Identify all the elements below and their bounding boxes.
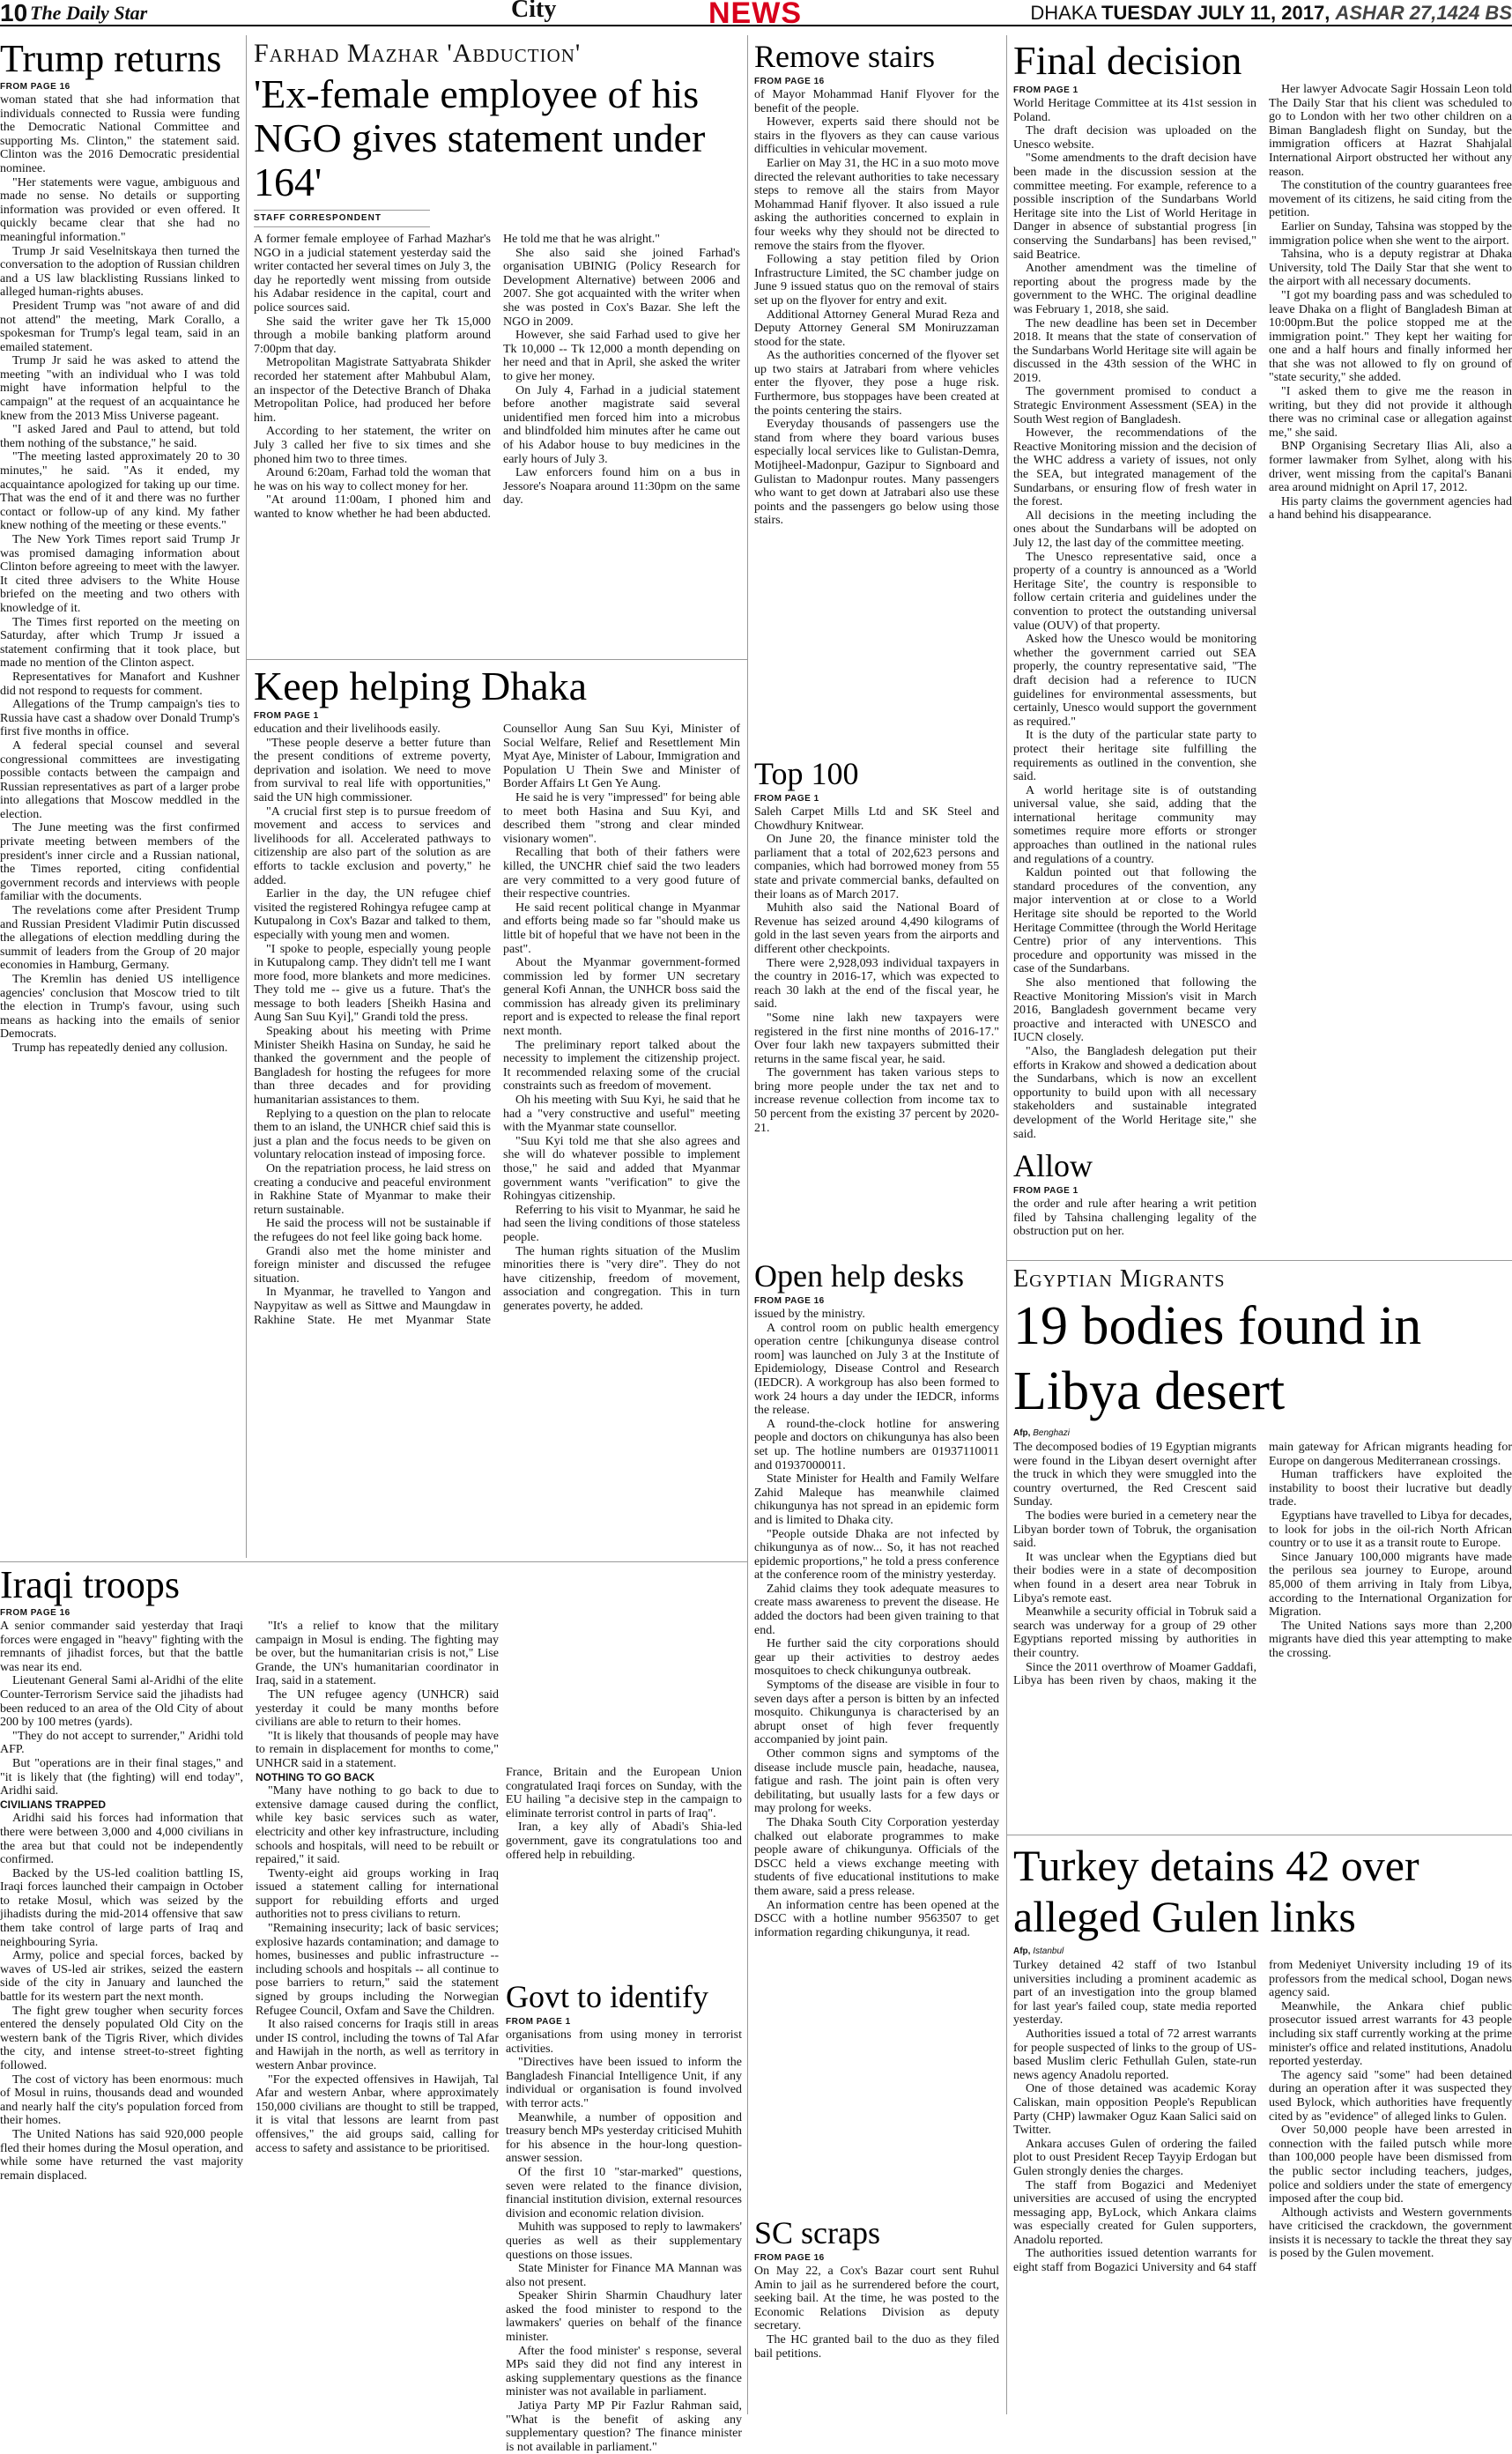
place: Benghazi (1033, 1428, 1070, 1438)
paragraph: The fight grew tougher when security forces entered the densely populated Old City on the western bank of the Tigris River, which divides the city, and intense street-to-street fighting followed. (0, 2004, 243, 2072)
paragraph: The New York Times report said Trump Jr was promised damaging information about Clinton before agreeing to meet with the lawyer. It cited three advisers to the White House briefed on the meeting and two others with knowledge of it. (0, 533, 240, 615)
masthead-bangla-date: ASHAR 27,1424 BS (1335, 2, 1512, 24)
paragraph: The constitution of the country guarantees free movement of its citizens, he said citing from the petition. (1269, 179, 1512, 220)
paragraph: Everyday thousands of passengers use the stand from where they board various buses especially local services like to Gulistan-Demra, Motijheel-Madonpur, Gazipur to Signboard and Gulistan to Madonpur routes. Many passengers who want to get down at Jatrabari also use these points and the passengers go below using those stairs. (754, 418, 999, 528)
paragraph: On July 4, Farhad in a judicial statement before another magistrate said several unidentified men forced him into a microbus and blindfolded him minutes after he came out of his Adabor house to buy medicines in the early hours of July 3. (503, 383, 740, 466)
article-body (754, 805, 999, 1135)
paragraph: The decomposed bodies of 19 Egyptian migrants were found in the Libyan desert overnight after the truck in which they were smuggled into the country overturned, the Red Crescent said Sunday. (1013, 1441, 1256, 1509)
paragraph: issued by the ministry. (754, 1308, 865, 1321)
article-body (754, 88, 999, 528)
agency: Afp, (1013, 1428, 1031, 1438)
story-sc-scraps (754, 2215, 999, 2391)
paragraph: The draft decision was uploaded on the Unesco website. (1013, 124, 1256, 152)
paragraph: "Directives have been issued to inform the Bangladesh Financial Intelligence Unit, if any individual or organisation is found involved with terror acts." (506, 2056, 742, 2110)
jump-line: FROM PAGE 1 (1013, 85, 1078, 95)
paragraph: Lieutenant General Sami al-Aridhi of the elite Counter-Terrorism Service said the jihadists had been reduced to an area of the Old City of about 200 by 100 metres (yards). (0, 1674, 243, 1730)
paragraph: Tahsina, who is a deputy registrar at Dhaka University, told The Daily Star that she went to the airport with all necessary documents. (1269, 248, 1512, 289)
headline-libya: 19 bodies found in Libya desert (1013, 1296, 1422, 1421)
paragraph: "Also, the Bangladesh delegation put their efforts in Krakow and showed a dedication about the Sundarbans, which is now an excellent opportunity to build upon with all necessary stakeholders and sustainable integrated development of the World Heritage site," she said. (1013, 1044, 1256, 1141)
paragraph: "Her statements were vague, ambiguous and made no sense. No details or supporting information was provided or even offered. It quickly became clear that she had no meaningful information." (0, 175, 240, 244)
subhead: NOTHING TO GO BACK (256, 1770, 375, 1783)
paragraph: Meanwhile, a number of opposition and treasury bench MPs yesterday criticised Muhith for his absence in the hour-long question-answer session. (506, 2110, 742, 2166)
paragraph: It also raised concerns for Iraqis still in areas under IS control, including the towns of Tal Afar and Hawijah in the north, as well as territory in western Anbar province. (256, 2018, 499, 2072)
paragraph: Muhith was supposed to reply to lawmakers' queries as well as their supplementary questions on those issues. (506, 2220, 742, 2262)
paragraph: She also said she joined Farhad's organisation UBINIG (Policy Research for Development Alternative) between 2006 and 2007. She got acquainted with the writer when she was posted in Cox's Bazar. She left the NGO in 2009. (503, 246, 740, 329)
paragraph: Trump Jr said he was asked to attend the meeting "with an individual who I was told might have information helpful to the campaign" at the request of an acquaintance he knew from the 2013 Miss Universe pageant. (0, 354, 240, 423)
paragraph: However, she said Farhad used to give her Tk 10,000 -- Tk 12,000 a month depending on her need and that in April, she asked the writer to give her money. (503, 329, 740, 383)
paragraph: An information centre has been opened at the DSCC with a hotline number 9563507 to get information regarding chikungunya, it read. (754, 1898, 999, 1939)
page-number: 10 (0, 0, 28, 26)
paragraph: Trump Jr said Veselnitskaya then turned the conversation to the adoption of Russian children and a US law blacklisting Russians linked to alleged human-rights abuses. (0, 244, 240, 300)
paragraph: "Some amendments to the draft decision have been made in the discussion session at the committee meeting. For example, reference to a possible inscription of the Sundarbans World Heritage site into the List of World Heritage in Danger in absence of substantial progress [in conserving the Sundarbans] has been revised," said Beatrice. (1013, 152, 1256, 262)
article-body (1013, 1441, 1512, 1688)
paragraph: Another amendment was the timeline of reporting about the progress made by the government to the WHC. The original deadline was February 1, 2018, she said. (1013, 262, 1256, 316)
story-keep-helping-dhaka (254, 664, 740, 1554)
article-body (754, 2265, 999, 2361)
paragraph: Egyptians have travelled to Libya for decades, to look for jobs in the oil-rich North African country or to use it as a transit route to Europe. (1269, 1509, 1512, 1551)
paragraph: After the food minister' s response, several MPs said they did not find any interest in asking supplementary questions as the finance minister was not available in parliament. (506, 2344, 742, 2399)
paragraph: Saleh Carpet Mills Ltd and SK Steel and Chowdhury Knitwear. (754, 805, 999, 833)
paragraph: Trump has repeatedly denied any collusion. (12, 1041, 228, 1055)
paragraph: Other common signs and symptoms of the disease include muscle pain, headache, nausea, fatigue and rash. The joint pain is often very debilitating, but usually lasts for a few days or may prolong for weeks. (754, 1747, 999, 1816)
paragraph: "I asked them to give me the reason in writing, but they did not provide it although there was no criminal case or allegation against me," she said. (1269, 385, 1512, 440)
section-tag: NEWS (708, 0, 802, 30)
paragraph: Meanwhile, the Ankara chief public prosecutor issued arrest warrants for 43 people including six staff currently working at the prime minister's office and related institutions, Anadolu reported yesterday. (1269, 1999, 1512, 2069)
paragraph: Ankara accuses Gulen of ordering the failed plot to oust President Recep Tayyip Erdogan but Gulen strongly denies the charges. (1013, 2137, 1256, 2178)
paragraph: Law enforcers found him on a bus in Jessore's Noapara around 11:30pm on the same day. (503, 466, 740, 508)
paragraph: "These people deserve a better future than the present conditions of extreme poverty, deprivation and isolation. We need to move from survival to real life with opportunities," said the UN high commissioner. (254, 736, 491, 804)
paragraph: "I asked Jared and Paul to attend, but told them nothing of the substance," he said. (0, 423, 240, 450)
paragraph: The Dhaka South City Corporation yesterday chalked out elaborate programmes to make people aware of chikungunya. Officials of the DSCC held a views exchange meeting with students of five educational institutions to make them aware, said a press release. (754, 1815, 999, 1898)
story-remove-stairs (754, 39, 999, 751)
paragraph: He said the process will not be sustainable if the refugees do not feel like going back home. (254, 1217, 491, 1244)
paragraph: organisations from using money in terrorist activities. (506, 2028, 742, 2056)
paragraph: Human traffickers have exploited the instability to boost their lucrative but deadly trade. (1269, 1468, 1512, 1509)
paragraph: She also mentioned that following the Reactive Monitoring Mission's visit in March 2016, Bangladesh government became very proactive and interacted with UNESCO and IUCN closely. (1013, 976, 1256, 1045)
paragraph: He said he is very "impressed" for being able to meet both Hasina and Suu Kyi, and described them "strong and clear minded visionary women". (503, 790, 740, 846)
final-allow-columns (1013, 83, 1512, 1246)
iraqi-continued-text (506, 1766, 742, 1974)
jump-line: FROM PAGE 1 (254, 711, 319, 721)
paragraph: It is the duty of the particular state party to protect their heritage site fulfilling the requirements as outlined in the convention, she said. (1013, 729, 1256, 784)
masthead (0, 0, 1512, 30)
section-name: City (511, 0, 557, 23)
jump-line: FROM PAGE 16 (0, 82, 70, 92)
article-body (0, 93, 240, 1056)
paragraph: On the repatriation process, he laid stress on creating a conducive and peaceful environment in Rakhine State of Myanmar to make their return sustainable. (254, 1162, 491, 1217)
paragraph: Zahid claims they took adequate measures to create mass awareness to prevent the disease. He added the doctors had been given training to that end. (754, 1582, 999, 1637)
paragraph: Since January 100,000 migrants have made the perilous sea journey to Europe, around 85,000 of them arriving in Italy from Libya, according to the International Organization for Migration. (1269, 1550, 1512, 1620)
paragraph: However, experts said there should not be stairs in the flyovers as they can cause various difficulties in vehicular movement. (754, 115, 999, 157)
paragraph: The UN refugee agency (UNHCR) said yesterday it could be many months before civilians are able to return to their homes. (256, 1687, 499, 1730)
paragraph: Around 6:20am, Farhad told the woman that he was on his way to collect money for her. (254, 466, 491, 493)
story-trump-returns (0, 39, 240, 1558)
article-body (0, 1620, 499, 2183)
paragraph: In Myanmar, he travelled to Yangon and Naypyitaw as well as Sittwe and Maungdaw in Rakhine State. He met Myanmar State Counsellor Aung San Suu Kyi, Minister of Social Welfare, Relief and Resettlement Min Myat Aye, Minister of Labour, Immigration and Population U Thein Swe and Minister of Border Affairs Lt Gen Ye Aung. (254, 723, 740, 1327)
paragraph: Meanwhile a security official in Tobruk said a search was underway for a group of 29 other Egyptians reported missing by authorities in their country. (1013, 1605, 1256, 1660)
paper-name: The Daily Star (30, 2, 148, 24)
paragraph: One of those detained was academic Koray Caliskan, main opposition People's Republican Party (CHP) lawmaker Oguz Kaan Salici said on Twitter. (1013, 2082, 1256, 2138)
paragraph: Twenty-eight aid groups working in Iraq issued a statement calling for international support for rebuilding efforts and urged authorities not to press civilians to return. (256, 1866, 499, 1922)
headline-allow: Allow (1013, 1148, 1093, 1184)
paragraph: Earlier in the day, the UN refugee chief visited the registered Rohingya refugee camp at Kutupalong in Cox's Bazar and talked to them, especially with young men and women. (254, 887, 491, 942)
paragraph: The revelations come after President Trump and Russian President Vladimir Putin discussed the allegations of election meddling during the summit of leaders from the Group of 20 major economies in Hamburg, Germany. (0, 904, 240, 973)
dateline (1013, 1946, 1512, 1957)
paragraph: Replying to a question on the plan to relocate them to an island, the UNHCR chief said this is just a plan and the focus needs to be given on voluntary relocation instead of imposing force. (254, 1107, 491, 1162)
paragraph: Metropolitan Magistrate Sattyabrata Shikder recorded her statement after Mahbubul Alam, an inspector of the Detective Branch of Dhaka Metropolitan Police, had produced her before him. (254, 356, 491, 425)
dateline-masthead (1030, 2, 1512, 25)
paragraph: On June 20, the finance minister told the parliament that a total of 202,623 persons and companies, which had borrowed money from 55 state and private commercial banks, defaulted on their loans as of March 2017. (754, 833, 999, 901)
paragraph: "I got my boarding pass and was scheduled to leave Dhaka on a flight of Bangladesh Biman at 10:00pm.But the police stopped me at the immigration point." They kept her waiting for one and a half hours and finally informed her that she was not allowed to fly on ground of "state security," she added. (1269, 288, 1512, 385)
paragraph: On May 22, a Cox's Bazar court sent Ruhul Amin to jail as he surrendered before the court, seeking bail. At the time, he was posted to the Economic Relations Division as deputy secretary. (754, 2265, 999, 2333)
paragraph: the order and rule after hearing a writ petition filed by Tahsina challenging legality of the obstruction put on her. (1013, 1197, 1256, 1239)
paragraph: Representatives for Manafort and Kushner did not respond to requests for comment. (0, 670, 240, 698)
jump-line: FROM PAGE 16 (754, 2253, 825, 2263)
paragraph: Authorities issued a total of 72 arrest warrants for people suspected of links to the group of US-based Muslim cleric Fethullah Gulen, state-run news agency Anadolu reported. (1013, 2027, 1256, 2082)
jump-line: FROM PAGE 16 (754, 77, 825, 86)
story-farhad-mazhar (254, 39, 740, 656)
article-body (506, 2028, 742, 2454)
headline-remove-stairs: Remove stairs (754, 39, 935, 74)
paragraph: The cost of victory has been enormous: much of Mosul in ruins, thousands dead and wounded and nearly half the city's population forced from their homes. (0, 2072, 243, 2128)
paragraph: "A crucial first step is to pursue freedom of movement and access to services and livelihoods for all. Accelerated pathways to citizenship are also part of the solution as are efforts to tackle exclusion and poverty," he added. (254, 804, 491, 887)
paragraph: The staff from Bogazici and Medeniyet universities are accused of using the encrypted messaging app, ByLock, which Ankara claims was especially created for Gulen supporters, Anadolu reported. (1013, 2178, 1256, 2247)
masthead-city: DHAKA (1030, 2, 1096, 24)
paragraph: A round-the-clock hotline for answering people and doctors on chikungunya has also been set up. The hotline numbers are 01937110011 and 01937000011. (754, 1417, 999, 1472)
paragraph: "People outside Dhaka are not infected by chikungunya as of now... So, it has not reached epidemic proportions," he told a press conference at the conference room of the ministry yesterday. (754, 1527, 999, 1583)
article-body (1013, 97, 1256, 1141)
paragraph: Speaking about his meeting with Prime Minister Sheikh Hasina on Sunday, he said he thanked the government and the people of Bangladesh for hosting the refugees for more than three decades and for providing humanitarian assistances to them. (254, 1025, 491, 1108)
paragraph: "Remaining insecurity; lack of basic services; explosive hazards contamination; and damage to homes, businesses and public infrastructure -- including schools and hospitals -- all continue to pose barriers to return," said the statement signed by groups including the Norwegian Refugee Council, Oxfam and Save the Children. (256, 1922, 499, 2018)
subhead: CIVILIANS TRAPPED (0, 1798, 107, 1811)
paragraph: The government promised to conduct a Strategic Environment Assessment (SEA) in the South West region of Bangladesh. (1013, 385, 1256, 426)
paragraph: State Minister for Finance MA Mannan was also not present. (506, 2262, 742, 2289)
paragraph: Symptoms of the disease are visible in four to seven days after a person is bitten by an infected mosquito. Chikungunya is characterised by an abrupt onset of high fever frequently accompanied by joint pain. (754, 1679, 999, 1747)
headline-iraqi-troops: Iraqi troops (0, 1563, 181, 1606)
paragraph: A control room on public health emergency operation centre [chikungunya disease control room] was launched on July 3 at the Institute of Epidemiology, Disease Control and Research (IEDCR). A workgroup has also been formed to work 24 hours a day under the IEDCR, informs the release. (754, 1321, 999, 1418)
paragraph: "Suu Kyi told me that she also agrees and she will do whatever possible to implement those," he said and added that Myanmar government wants "verification" to give the Rohingyas citizenship. (503, 1134, 740, 1204)
article-body (1013, 1959, 1512, 2275)
paragraph: World Heritage Committee at its 41st session in Poland. (1013, 97, 1256, 124)
paragraph: Following a stay petition filed by Orion Infrastructure Limited, the SC chamber judge on June 9 issued status quo on the removal of stairs set up on the flyover for entry and exit. (754, 253, 999, 308)
paragraph: There were 2,928,093 individual taxpayers in the country in 2016-17, which was expected to reach 30 lakh at the end of the fiscal year, he said. (754, 956, 999, 1012)
paragraph: The authorities issued detention warrants for eight staff from Bogazici University and 64 staff from Medeniyet University including 19 of its professors from the medical school, Dogan news agency said. (1013, 1959, 1512, 2275)
paragraph: BNP Organising Secretary Ilias Ali, also a former lawmaker from Sylhet, along with his driver, went missing from the capital's Banani area around midnight on April 17, 2012. (1269, 440, 1512, 495)
paragraph: Although activists and Western governments have criticised the crackdown, the government insists it is necessary to tackle the threat they say is posed by the Gulen movement. (1269, 2206, 1512, 2261)
paragraph: The Unesco representative said, once a property of a country is announced as a 'World Heritage Site', the country is responsible to follow certain criteria and guidelines under the convention to protect the outstanding universal value (OUV) of that property. (1013, 550, 1256, 633)
paragraph: According to her statement, the writer on July 3 called her five to six times and she phoned him two to three times. (254, 425, 491, 466)
masthead-date: TUESDAY JULY 11, 2017, (1101, 2, 1330, 24)
paragraph: France, Britain and the European Union congratulated Iraqi forces on Sunday, with the EU hailing "a decisive step in the campaign to eliminate terrorist control in parts of Iraq". (506, 1766, 742, 1820)
kicker-farhad: Farhad Mazhar 'Abduction' (254, 39, 582, 68)
paragraph: Grandi also met the home minister and foreign minister and discussed the refugee situation. (254, 1244, 491, 1286)
paragraph: Earlier on Sunday, Tahsina was stopped by the immigration police when she went to the airport. (1269, 219, 1512, 248)
paragraph: The HC granted bail to the duo as they filed bail petitions. (754, 2332, 999, 2361)
paragraph: All decisions in the meeting including the ones about the Sundarbans will be adopted on July 12, the last day of the committee meeting. (1013, 508, 1256, 550)
story-govt-to-identify (506, 1766, 742, 2454)
paragraph: education and their livelihoods easily. (254, 723, 441, 736)
story-libya-desert (1013, 1265, 1512, 1829)
paragraph: The United Nations has said 920,000 people fled their homes during the Mosul operation, and while some have returned the vast majority remain displaced. (0, 2127, 243, 2183)
paragraph: He said recent political change in Myanmar and efforts being made so far "should make us little bit of hopeful that we have not been in the past". (503, 901, 740, 956)
kicker-egyptian-migrants: Egyptian Migrants (1013, 1265, 1226, 1293)
jump-line: FROM PAGE 1 (754, 794, 819, 804)
paragraph: Army, police and special forces, backed by waves of US-led air strikes, seized the eastern side of the city in January and launched the battle for its western part the next month. (0, 1949, 243, 2005)
paragraph: The government has taken various steps to bring more people under the tax net and to increase revenue collection from income tax to 50 percent from the existing 37 percent by 2020-21. (754, 1066, 999, 1135)
paragraph: The human rights situation of the Muslim minorities there is "very dire". They do not have citizenship, freedom of movement, association and congregation. This in turn generates poverty, he added. (503, 1244, 740, 1313)
paragraph: Turkey detained 42 staff of two Istanbul universities including a prominent academic as part of an investigation into the group blamed for last year's failed coup, state media reported yesterday. (1013, 1959, 1256, 2028)
paragraph: "It's a relief to know that the military campaign in Mosul is ending. The fighting may be over, but the humanitarian crisis is not," Lise Grande, the UN's humanitarian coordinator in Iraq, said in a statement. (256, 1620, 499, 1688)
article-body (254, 723, 740, 1327)
headline-turkey: Turkey detains 42 over alleged Gulen links (1013, 1841, 1419, 1941)
paragraph: Allegations of the Trump campaign's ties to Russia have cast a shadow over Donald Trump's first five months in office. (0, 698, 240, 739)
paragraph: The preliminary report talked about the necessity to implement the citizenship project. It recommended relaxing some of the crucial constraints such as freedom of movement. (503, 1038, 740, 1094)
paragraph: The bodies were buried in a cemetery near the Libyan border town of Tobruk, the organisation said. (1013, 1509, 1256, 1551)
article-body (254, 233, 740, 521)
paragraph: Recalling that both of their fathers were killed, the UNCHR chief said the two leaders are very committed to a very good future of their respective countries. (503, 846, 740, 901)
paragraph: Referring to his visit to Myanmar, he said he had seen the living conditions of those stateless people. (503, 1203, 740, 1244)
paragraph: "Many have nothing to go back to due to extensive damage caused during the conflict, while key basic services such as water, electricity and other key infrastructure, including schools and hospitals, will need to be rebuilt or repaired," it said. (256, 1784, 499, 1867)
paragraph: Oh his meeting with Suu Kyi, he said that he had a "very constructive and useful" meeting with the Myanmar state counsellor. (503, 1094, 740, 1135)
headline-final-decision: Final decision (1013, 38, 1242, 83)
paragraph: He further said the city corporations should gear up their activities to destroy aedes mosquitoes to check chikungunya outbreak. (754, 1637, 999, 1679)
paragraph: State Minister for Health and Family Welfare Zahid Maleque has meanwhile claimed chikungunya has not spread in an epidemic form and is limited to Dhaka city. (754, 1472, 999, 1527)
paragraph: Of the first 10 "star-marked" questions, seven were related to the finance division, financial institution division, external resources division and economic relation division. (506, 2165, 742, 2220)
place: Istanbul (1033, 1946, 1064, 1956)
column-four (754, 39, 999, 2418)
headline-trump-returns: Trump returns (0, 37, 222, 80)
paragraph: About the Myanmar government-formed commission led by former UN secretary general Kofi Annan, the UNHCR boss said the commission has already given its preliminary report and is expected to release the final report next month. (503, 956, 740, 1039)
paragraph: Since the 2011 overthrow of Moamer Gaddafi, Libya has been riven by chaos, making it the main gateway for African migrants heading for Europe on dangerous Mediterranean crossings. (1013, 1441, 1512, 1688)
paragraph: A senior commander said yesterday that Iraqi forces were engaged in "heavy" fighting with the remnants of jihadist forces, but that the battle was near its end. (0, 1620, 243, 1674)
headline-keep-helping: Keep helping Dhaka (254, 664, 588, 708)
paragraph: Earlier on May 31, the HC in a suo moto move directed the relevant authorities to take necessary steps to remove all the stairs from Mayor Mohammad Hanif flyover. It also issued a rule asking the authorities concerned to explain in four weeks why they should not be directed to remove the stairs from the flyover. (754, 156, 999, 253)
story-open-help-desks (754, 1258, 999, 2210)
paragraph: A federal special counsel and several congressional committees are investigating possible contacts between the campaign and Russian representatives as part of a larger probe into allegations that Moscow meddled in the election. (0, 738, 240, 821)
jump-line: FROM PAGE 1 (1013, 1186, 1078, 1197)
paragraph: "At around 11:00am, I phoned him and wanted to know whether he had been abducted. He told me that he was alright." (254, 233, 660, 521)
paragraph: woman stated that she had information that individuals connected to Russia were funding the Democratic National Committee and supporting Ms. Clinton," the statement said. Clinton was the 2016 Democratic presidential nominee. (0, 93, 240, 175)
paragraph: She said the writer gave her Tk 15,000 through a mobile banking platform around 7:00pm that day. (254, 315, 491, 356)
jump-line: FROM PAGE 1 (506, 2017, 571, 2027)
headline-sc-scraps: SC scraps (754, 2215, 880, 2250)
paragraph: The new deadline has been set in December 2018. It means that the state of conservation of the Sundarbans World Heritage site will again be discussed in the 43th session of the WHC in 2019. (1013, 316, 1256, 385)
byline: STAFF CORRESPONDENT (254, 210, 430, 227)
paragraph: A world heritage site is of outstanding universal value, she said, adding that the international heritage community may sometimes require more efforts or stronger approaches than outlined in the national rules and regulations of a country. (1013, 783, 1256, 866)
paragraph: Over 50,000 people have been arrested in connection with the failed putsch while more than 100,000 people have been dismissed from the public sector including teachers, judges, police and soldiers under the state of emergency imposed after the coup bid. (1269, 2124, 1512, 2206)
headline-govt-to-identify: Govt to identify (506, 1979, 708, 2014)
paragraph: The United Nations says more than 2,200 migrants have died this year attempting to make the crossing. (1269, 1619, 1512, 1660)
paragraph: "They do not accept to surrender," Aridhi told AFP. (0, 1729, 243, 1757)
paragraph: The June meeting was the first confirmed private meeting between members of the president's inner circle and a Russian national, the Times reported, citing confidential government records and interviews with people familiar with the documents. (0, 821, 240, 904)
paragraph: Speaker Shirin Sharmin Chaudhury later asked the food minister to respond to the lawmakers' queries on behalf of the finance minister. (506, 2289, 742, 2345)
article-body (754, 1308, 999, 1939)
headline-open-help-desks: Open help desks (754, 1258, 964, 1294)
paragraph: Muhith also said the National Board of Revenue has seized around 4,490 kilograms of gold in the last seven years from the airports and different other checkpoints. (754, 901, 999, 956)
paragraph: Iran, a key ally of Abadi's Shia-led government, gave its congratulations too and offered help in rebuilding. (506, 1820, 742, 1862)
paragraph: Backed by the US-led coalition battling IS, Iraqi forces launched their campaign in October to retake Mosul, which was seized by the jihadists during the mid-2014 offensive that saw them take control of large parts of Iraq and neighbouring Syria. (0, 1866, 243, 1949)
paragraph: "It is likely that thousands of people may have to remain in displacement for months to come," UNHCR said in a statement. (256, 1729, 499, 1770)
paragraph: "I spoke to people, especially young people in Kutupalong camp. They didn't tell me I want more food, more blankets and more medicines. They told me -- give us a future. That's the message to both leaders [Sheikh Hasina and Aung San Suu Kyi]," Grandi told the press. (254, 942, 491, 1025)
paragraph: Asked how the Unesco would be monitoring whether the government carried out SEA properly, the country representative said, "The draft decision had a reference to IUCN guidelines for environmental assessments, but certainly, Unesco would support the government as required." (1013, 633, 1256, 729)
paragraph: Additional Attorney General Murad Reza and Deputy Attorney General SM Moniruzzaman stood for the state. (754, 308, 999, 349)
jump-line: FROM PAGE 16 (754, 1296, 825, 1306)
paragraph: However, the recommendations of the Reactive Monitoring mission and the decision of the WHC address a variety of issues, not only the SEA, but integrated management of the Sundarbans, or ensuring flow of fresh water in the forest. (1013, 426, 1256, 509)
paragraph: The agency said "some" had been detained during an operation after it was suspected they used Bylock, which authorities have frequently cited by as "evidence" of alleged links to Gulen. (1269, 2068, 1512, 2124)
paragraph: "The meeting lasted approximately 20 to 30 minutes," he said. "As it ended, my acquaintance apologized for taking up our time. That was the end of it and there was no further contact or follow-up of any kind. My father knew nothing of the meeting or these events." (0, 450, 240, 533)
story-turkey-gulen (1013, 1840, 1512, 2418)
paragraph: "Some nine lakh new taxpayers were registered in the first nine months of 2016-17." Over four lakh new taxpayers submitted their returns in the same fiscal year, he said. (754, 1011, 999, 1066)
headline-top-100: Top 100 (754, 756, 859, 791)
paragraph: Her lawyer Advocate Sagir Hossain Leon told The Daily Star that his client was scheduled to go to London with her two other children on a Biman Bangladesh flight on Sunday, but the immigration officers at Hazrat Shahjalal International Airport obstructed her without any reason. (1269, 83, 1512, 179)
paragraph: But "operations are in their final stages," and "it is likely that (the fighting) will end today", Aridhi said. (0, 1756, 243, 1798)
story-top-100 (754, 756, 999, 1253)
paragraph: It was unclear when the Egyptians died but their bodies were in a state of decomposition when found in a desert area near Tobruk in Libya's remote east. (1013, 1550, 1256, 1605)
jump-line: FROM PAGE 16 (0, 1608, 70, 1618)
story-final-decision (1013, 39, 1512, 1255)
dateline (1013, 1427, 1512, 1439)
paragraph: As the authorities concerned of the flyover set up two stairs at Jatrabari from where vehicles enter the flyover, they pose a huge risk. Furthermore, bus stoppages have been created at the points centering the stairs. (754, 349, 999, 418)
paragraph: Kaldun pointed out that following the standard procedures of the convention, any major intervention at or close to a World Heritage site should be reported to the World Heritage Committee (through the World Heritage Centre) prior of any interventions. This procedure and opportunity was missed in the case of the Sundarbans. (1013, 866, 1256, 976)
paragraph: Aridhi said his forces had information that there were between 3,000 and 4,000 civilians in the area but that could not be independently confirmed. (0, 1812, 243, 1867)
agency: Afp, (1013, 1946, 1031, 1956)
paragraph: "For the expected offensives in Hawijah, Tal Afar and western Anbar, where approximately 150,000 civilians are thought to still be trapped, it is vital that lessons are learnt from past offensives," the aid groups said, calling for access to safety and assistance to be prioritised. (256, 2072, 499, 2155)
paragraph: The Times first reported on the meeting on Saturday, after which Trump Jr issued a statement confirming that it took place, but made no mention of the Clinton aspect. (0, 615, 240, 671)
paragraph: A former female employee of Farhad Mazhar's NGO in a judicial statement yesterday said the writer contacted her several times on July 3, the day he reportedly went missing from outside his Adabar residence in the capital, court and police sources said. (254, 233, 491, 315)
paragraph: President Trump was "not aware of and did not attend" the meeting, Mark Corallo, a spokesman for Trump's legal team, said in an emailed statement. (0, 299, 240, 354)
headline-farhad: 'Ex-female employee of his NGO gives statement under 164' (254, 71, 706, 204)
paragraph: The Kremlin has denied US intelligence agencies' conclusion that Moscow tried to tilt the election in Trump's favour, using such means as hacking into the emails of senior Democrats. (0, 973, 240, 1042)
paragraph: of Mayor Mohammad Hanif Flyover for the benefit of the people. (754, 88, 999, 115)
paragraph: His party claims the government agencies had a hand behind his disappearance. (1269, 494, 1512, 523)
paragraph: Jatiya Party MP Pir Fazlur Rahman said, "What is the benefit of asking any supplementary question? The finance minister is not available in parliament." (506, 2399, 742, 2454)
